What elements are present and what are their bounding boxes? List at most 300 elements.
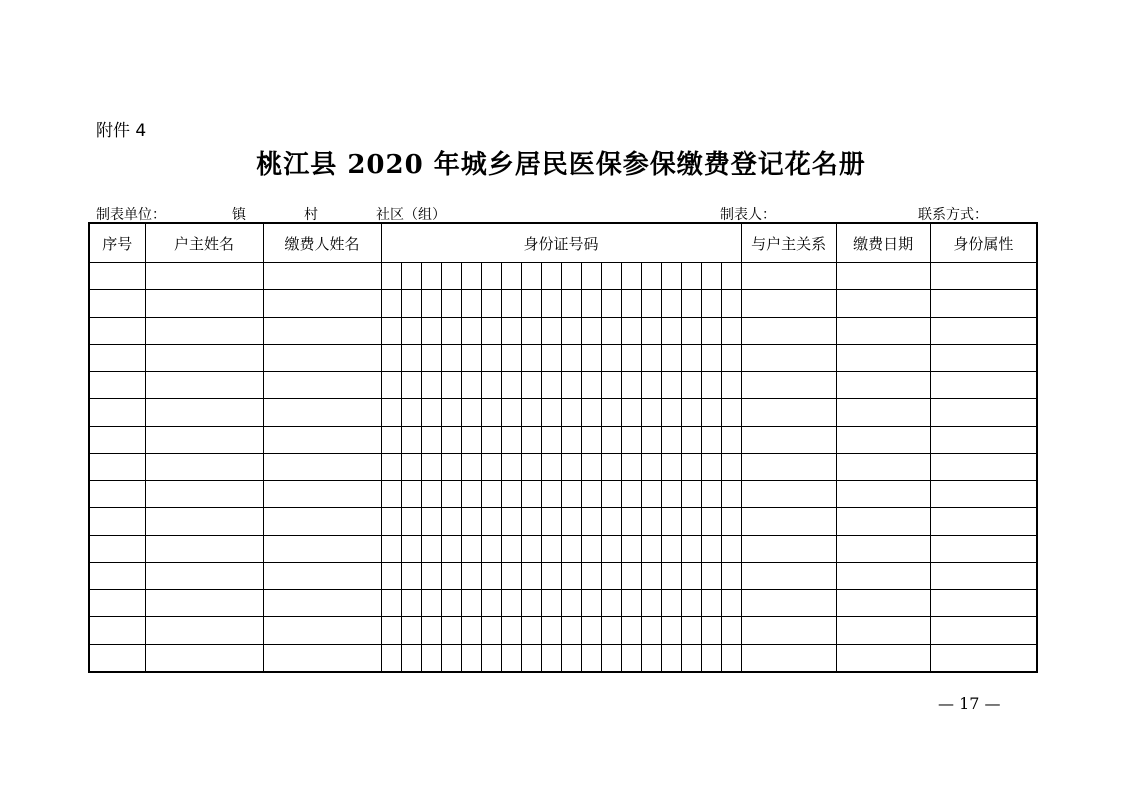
cell-payer-name (263, 617, 381, 644)
cell-payment-date (836, 453, 930, 480)
cell-id-digit (641, 344, 661, 371)
header-seq: 序号 (89, 223, 145, 263)
cell-id-digit (701, 372, 721, 399)
cell-id-digit (561, 426, 581, 453)
cell-id-digit (441, 562, 461, 589)
cell-id-digit (601, 617, 621, 644)
cell-id-digit (661, 317, 681, 344)
cell-id-digit (521, 562, 541, 589)
cell-id-digit (541, 344, 561, 371)
cell-id-digit (541, 426, 561, 453)
cell-relation (741, 263, 836, 290)
cell-id-digit (521, 290, 541, 317)
table-row (89, 590, 1037, 617)
cell-seq (89, 508, 145, 535)
cell-payment-date (836, 290, 930, 317)
table-row (89, 481, 1037, 508)
cell-id-digit (581, 372, 601, 399)
table-row (89, 426, 1037, 453)
cell-id-digit (541, 399, 561, 426)
cell-id-digit (581, 426, 601, 453)
cell-payment-date (836, 535, 930, 562)
cell-id-digit (541, 372, 561, 399)
cell-id-digit (521, 399, 541, 426)
cell-id-digit (461, 617, 481, 644)
cell-id-digit (641, 562, 661, 589)
cell-id-digit (601, 508, 621, 535)
cell-id-digit (581, 508, 601, 535)
cell-id-digit (441, 426, 461, 453)
cell-payer-name (263, 263, 381, 290)
cell-id-digit (381, 372, 401, 399)
cell-id-digit (581, 344, 601, 371)
cell-id-digit (381, 617, 401, 644)
cell-id-digit (641, 453, 661, 480)
cell-id-digit (701, 617, 721, 644)
cell-id-digit (421, 453, 441, 480)
cell-id-digit (421, 263, 441, 290)
table-row (89, 562, 1037, 589)
cell-id-digit (441, 317, 461, 344)
cell-id-digit (701, 399, 721, 426)
cell-payment-date (836, 481, 930, 508)
header-relation: 与户主关系 (741, 223, 836, 263)
table-row (89, 535, 1037, 562)
cell-id-digit (521, 426, 541, 453)
table-row (89, 617, 1037, 644)
cell-payment-date (836, 399, 930, 426)
cell-id-digit (441, 617, 461, 644)
cell-id-digit (661, 590, 681, 617)
cell-id-digit (401, 617, 421, 644)
cell-id-digit (541, 317, 561, 344)
cell-id-digit (501, 426, 521, 453)
cell-seq (89, 263, 145, 290)
cell-id-digit (381, 481, 401, 508)
cell-id-digit (421, 372, 441, 399)
cell-id-digit (421, 399, 441, 426)
table-row (89, 453, 1037, 480)
cell-id-digit (481, 263, 501, 290)
cell-id-digit (701, 317, 721, 344)
cell-id-digit (661, 399, 681, 426)
cell-id-digit (681, 317, 701, 344)
cell-id-digit (581, 644, 601, 672)
cell-id-digit (561, 508, 581, 535)
cell-id-digit (461, 535, 481, 562)
cell-id-digit (381, 644, 401, 672)
cell-id-digit (601, 453, 621, 480)
cell-id-digit (381, 508, 401, 535)
cell-household-head-name (145, 644, 263, 672)
cell-household-head-name (145, 263, 263, 290)
cell-id-digit (461, 644, 481, 672)
cell-seq (89, 644, 145, 672)
cell-id-digit (521, 344, 541, 371)
cell-id-digit (641, 372, 661, 399)
cell-id-digit (561, 290, 581, 317)
cell-id-digit (501, 481, 521, 508)
cell-id-digit (441, 372, 461, 399)
cell-id-digit (681, 399, 701, 426)
cell-id-digit (661, 290, 681, 317)
cell-id-digit (381, 590, 401, 617)
cell-id-digit (721, 590, 741, 617)
cell-identity-attribute (930, 290, 1037, 317)
cell-id-digit (621, 344, 641, 371)
cell-id-digit (641, 590, 661, 617)
cell-id-digit (521, 508, 541, 535)
cell-id-digit (421, 535, 441, 562)
cell-id-digit (461, 399, 481, 426)
cell-seq (89, 372, 145, 399)
cell-id-digit (521, 617, 541, 644)
cell-seq (89, 399, 145, 426)
cell-id-digit (541, 535, 561, 562)
contact-label: 联系方式： (918, 207, 988, 223)
cell-id-digit (461, 317, 481, 344)
cell-id-digit (501, 535, 521, 562)
cell-relation (741, 590, 836, 617)
cell-id-digit (421, 562, 441, 589)
cell-id-digit (541, 508, 561, 535)
cell-id-digit (641, 508, 661, 535)
cell-household-head-name (145, 535, 263, 562)
cell-id-digit (461, 372, 481, 399)
cell-id-digit (381, 290, 401, 317)
cell-id-digit (681, 426, 701, 453)
cell-identity-attribute (930, 590, 1037, 617)
cell-id-digit (561, 453, 581, 480)
table-row (89, 344, 1037, 371)
cell-household-head-name (145, 372, 263, 399)
cell-id-digit (681, 481, 701, 508)
cell-id-digit (541, 453, 561, 480)
cell-id-digit (441, 481, 461, 508)
cell-id-digit (381, 453, 401, 480)
cell-id-digit (621, 453, 641, 480)
cell-id-digit (461, 508, 481, 535)
header-id-number: 身份证号码 (381, 223, 741, 263)
cell-id-digit (621, 399, 641, 426)
cell-id-digit (701, 263, 721, 290)
cell-id-digit (421, 590, 441, 617)
cell-id-digit (461, 426, 481, 453)
cell-id-digit (421, 426, 441, 453)
cell-id-digit (661, 508, 681, 535)
cell-payment-date (836, 426, 930, 453)
cell-id-digit (721, 317, 741, 344)
cell-payer-name (263, 344, 381, 371)
cell-id-digit (501, 508, 521, 535)
cell-seq (89, 617, 145, 644)
cell-id-digit (661, 481, 681, 508)
cell-id-digit (401, 399, 421, 426)
cell-id-digit (621, 481, 641, 508)
cell-id-digit (541, 590, 561, 617)
village-label: 村 (304, 207, 318, 223)
cell-payer-name (263, 426, 381, 453)
cell-identity-attribute (930, 426, 1037, 453)
cell-id-digit (601, 562, 621, 589)
table-row (89, 372, 1037, 399)
cell-identity-attribute (930, 453, 1037, 480)
cell-id-digit (421, 508, 441, 535)
cell-id-digit (401, 644, 421, 672)
cell-id-digit (701, 508, 721, 535)
cell-seq (89, 590, 145, 617)
cell-id-digit (681, 508, 701, 535)
cell-id-digit (381, 317, 401, 344)
cell-relation (741, 617, 836, 644)
cell-id-digit (401, 590, 421, 617)
cell-id-digit (441, 263, 461, 290)
cell-id-digit (721, 290, 741, 317)
cell-id-digit (501, 372, 521, 399)
unit-label: 制表单位： (96, 207, 166, 223)
cell-id-digit (501, 399, 521, 426)
cell-id-digit (681, 535, 701, 562)
cell-id-digit (401, 263, 421, 290)
cell-id-digit (381, 535, 401, 562)
cell-id-digit (441, 290, 461, 317)
cell-id-digit (661, 617, 681, 644)
cell-id-digit (641, 399, 661, 426)
cell-relation (741, 535, 836, 562)
cell-relation (741, 344, 836, 371)
cell-id-digit (381, 399, 401, 426)
cell-identity-attribute (930, 562, 1037, 589)
cell-id-digit (541, 263, 561, 290)
cell-id-digit (481, 644, 501, 672)
cell-id-digit (481, 399, 501, 426)
cell-payer-name (263, 535, 381, 562)
cell-id-digit (501, 644, 521, 672)
cell-relation (741, 317, 836, 344)
cell-id-digit (601, 644, 621, 672)
cell-id-digit (661, 344, 681, 371)
cell-payment-date (836, 508, 930, 535)
cell-id-digit (401, 535, 421, 562)
cell-id-digit (601, 426, 621, 453)
cell-id-digit (621, 290, 641, 317)
cell-id-digit (561, 317, 581, 344)
table-row (89, 508, 1037, 535)
cell-relation (741, 372, 836, 399)
cell-id-digit (641, 535, 661, 562)
cell-id-digit (561, 344, 581, 371)
cell-payer-name (263, 590, 381, 617)
cell-id-digit (721, 372, 741, 399)
cell-id-digit (481, 590, 501, 617)
cell-id-digit (581, 617, 601, 644)
cell-id-digit (481, 290, 501, 317)
cell-seq (89, 481, 145, 508)
table-row (89, 317, 1037, 344)
cell-id-digit (621, 372, 641, 399)
cell-id-digit (621, 617, 641, 644)
cell-id-digit (701, 344, 721, 371)
cell-seq (89, 317, 145, 344)
cell-payer-name (263, 372, 381, 399)
cell-id-digit (661, 644, 681, 672)
cell-id-digit (521, 372, 541, 399)
cell-id-digit (541, 617, 561, 644)
cell-id-digit (621, 535, 641, 562)
cell-id-digit (481, 562, 501, 589)
cell-id-digit (661, 453, 681, 480)
cell-id-digit (701, 481, 721, 508)
cell-id-digit (581, 263, 601, 290)
cell-id-digit (621, 562, 641, 589)
cell-payment-date (836, 317, 930, 344)
cell-id-digit (681, 590, 701, 617)
cell-id-digit (661, 535, 681, 562)
cell-id-digit (621, 317, 641, 344)
cell-household-head-name (145, 317, 263, 344)
cell-id-digit (601, 317, 621, 344)
cell-id-digit (561, 644, 581, 672)
cell-id-digit (481, 481, 501, 508)
cell-id-digit (721, 426, 741, 453)
registration-table (88, 222, 1038, 673)
cell-id-digit (481, 344, 501, 371)
cell-id-digit (541, 644, 561, 672)
cell-id-digit (421, 344, 441, 371)
cell-id-digit (481, 617, 501, 644)
cell-id-digit (401, 372, 421, 399)
cell-id-digit (501, 617, 521, 644)
cell-id-digit (561, 562, 581, 589)
cell-relation (741, 481, 836, 508)
cell-id-digit (581, 562, 601, 589)
cell-payment-date (836, 590, 930, 617)
cell-id-digit (401, 481, 421, 508)
cell-id-digit (381, 263, 401, 290)
cell-id-digit (501, 453, 521, 480)
cell-id-digit (441, 399, 461, 426)
cell-id-digit (461, 453, 481, 480)
cell-id-digit (501, 290, 521, 317)
cell-id-digit (561, 617, 581, 644)
cell-id-digit (401, 508, 421, 535)
cell-id-digit (381, 562, 401, 589)
cell-id-digit (521, 481, 541, 508)
cell-id-digit (601, 535, 621, 562)
cell-payment-date (836, 344, 930, 371)
cell-id-digit (461, 481, 481, 508)
page-number: — 17 — (938, 694, 1001, 713)
cell-id-digit (561, 535, 581, 562)
cell-id-digit (561, 372, 581, 399)
cell-id-digit (721, 481, 741, 508)
cell-id-digit (701, 453, 721, 480)
cell-id-digit (501, 562, 521, 589)
page-title: 桃江县 2020 年城乡居民医保参保缴费登记花名册 (256, 150, 866, 180)
cell-id-digit (421, 481, 441, 508)
cell-seq (89, 426, 145, 453)
cell-relation (741, 508, 836, 535)
cell-id-digit (561, 399, 581, 426)
cell-id-digit (401, 290, 421, 317)
cell-id-digit (721, 644, 741, 672)
cell-identity-attribute (930, 644, 1037, 672)
cell-id-digit (501, 317, 521, 344)
cell-id-digit (641, 644, 661, 672)
header-payment-date: 缴费日期 (836, 223, 930, 263)
cell-id-digit (601, 344, 621, 371)
cell-relation (741, 399, 836, 426)
cell-household-head-name (145, 426, 263, 453)
cell-payment-date (836, 372, 930, 399)
cell-payer-name (263, 317, 381, 344)
cell-id-digit (721, 399, 741, 426)
cell-id-digit (601, 590, 621, 617)
cell-id-digit (641, 617, 661, 644)
attachment-label: 附件 4 (96, 121, 147, 141)
cell-identity-attribute (930, 617, 1037, 644)
cell-id-digit (401, 317, 421, 344)
cell-id-digit (521, 453, 541, 480)
cell-id-digit (581, 290, 601, 317)
cell-id-digit (601, 481, 621, 508)
cell-id-digit (541, 562, 561, 589)
cell-id-digit (501, 590, 521, 617)
cell-id-digit (481, 426, 501, 453)
cell-payment-date (836, 644, 930, 672)
cell-id-digit (441, 508, 461, 535)
cell-id-digit (581, 317, 601, 344)
cell-id-digit (501, 344, 521, 371)
cell-household-head-name (145, 508, 263, 535)
cell-id-digit (721, 453, 741, 480)
cell-payer-name (263, 399, 381, 426)
cell-id-digit (621, 508, 641, 535)
cell-household-head-name (145, 481, 263, 508)
cell-id-digit (421, 644, 441, 672)
cell-id-digit (681, 562, 701, 589)
cell-payment-date (836, 263, 930, 290)
cell-id-digit (561, 481, 581, 508)
cell-id-digit (621, 426, 641, 453)
header-household-head-name: 户主姓名 (145, 223, 263, 263)
cell-id-digit (441, 453, 461, 480)
cell-id-digit (501, 263, 521, 290)
cell-id-digit (441, 644, 461, 672)
cell-household-head-name (145, 590, 263, 617)
cell-household-head-name (145, 617, 263, 644)
cell-id-digit (661, 263, 681, 290)
cell-id-digit (641, 317, 661, 344)
cell-seq (89, 290, 145, 317)
cell-id-digit (681, 344, 701, 371)
cell-id-digit (521, 535, 541, 562)
cell-id-digit (561, 263, 581, 290)
cell-id-digit (401, 562, 421, 589)
cell-id-digit (601, 290, 621, 317)
cell-id-digit (481, 372, 501, 399)
cell-identity-attribute (930, 508, 1037, 535)
cell-payer-name (263, 508, 381, 535)
cell-household-head-name (145, 562, 263, 589)
cell-payer-name (263, 453, 381, 480)
cell-id-digit (441, 590, 461, 617)
cell-id-digit (621, 644, 641, 672)
table-row (89, 644, 1037, 672)
cell-id-digit (721, 535, 741, 562)
town-label: 镇 (232, 207, 246, 223)
table-header-row (89, 223, 1037, 263)
